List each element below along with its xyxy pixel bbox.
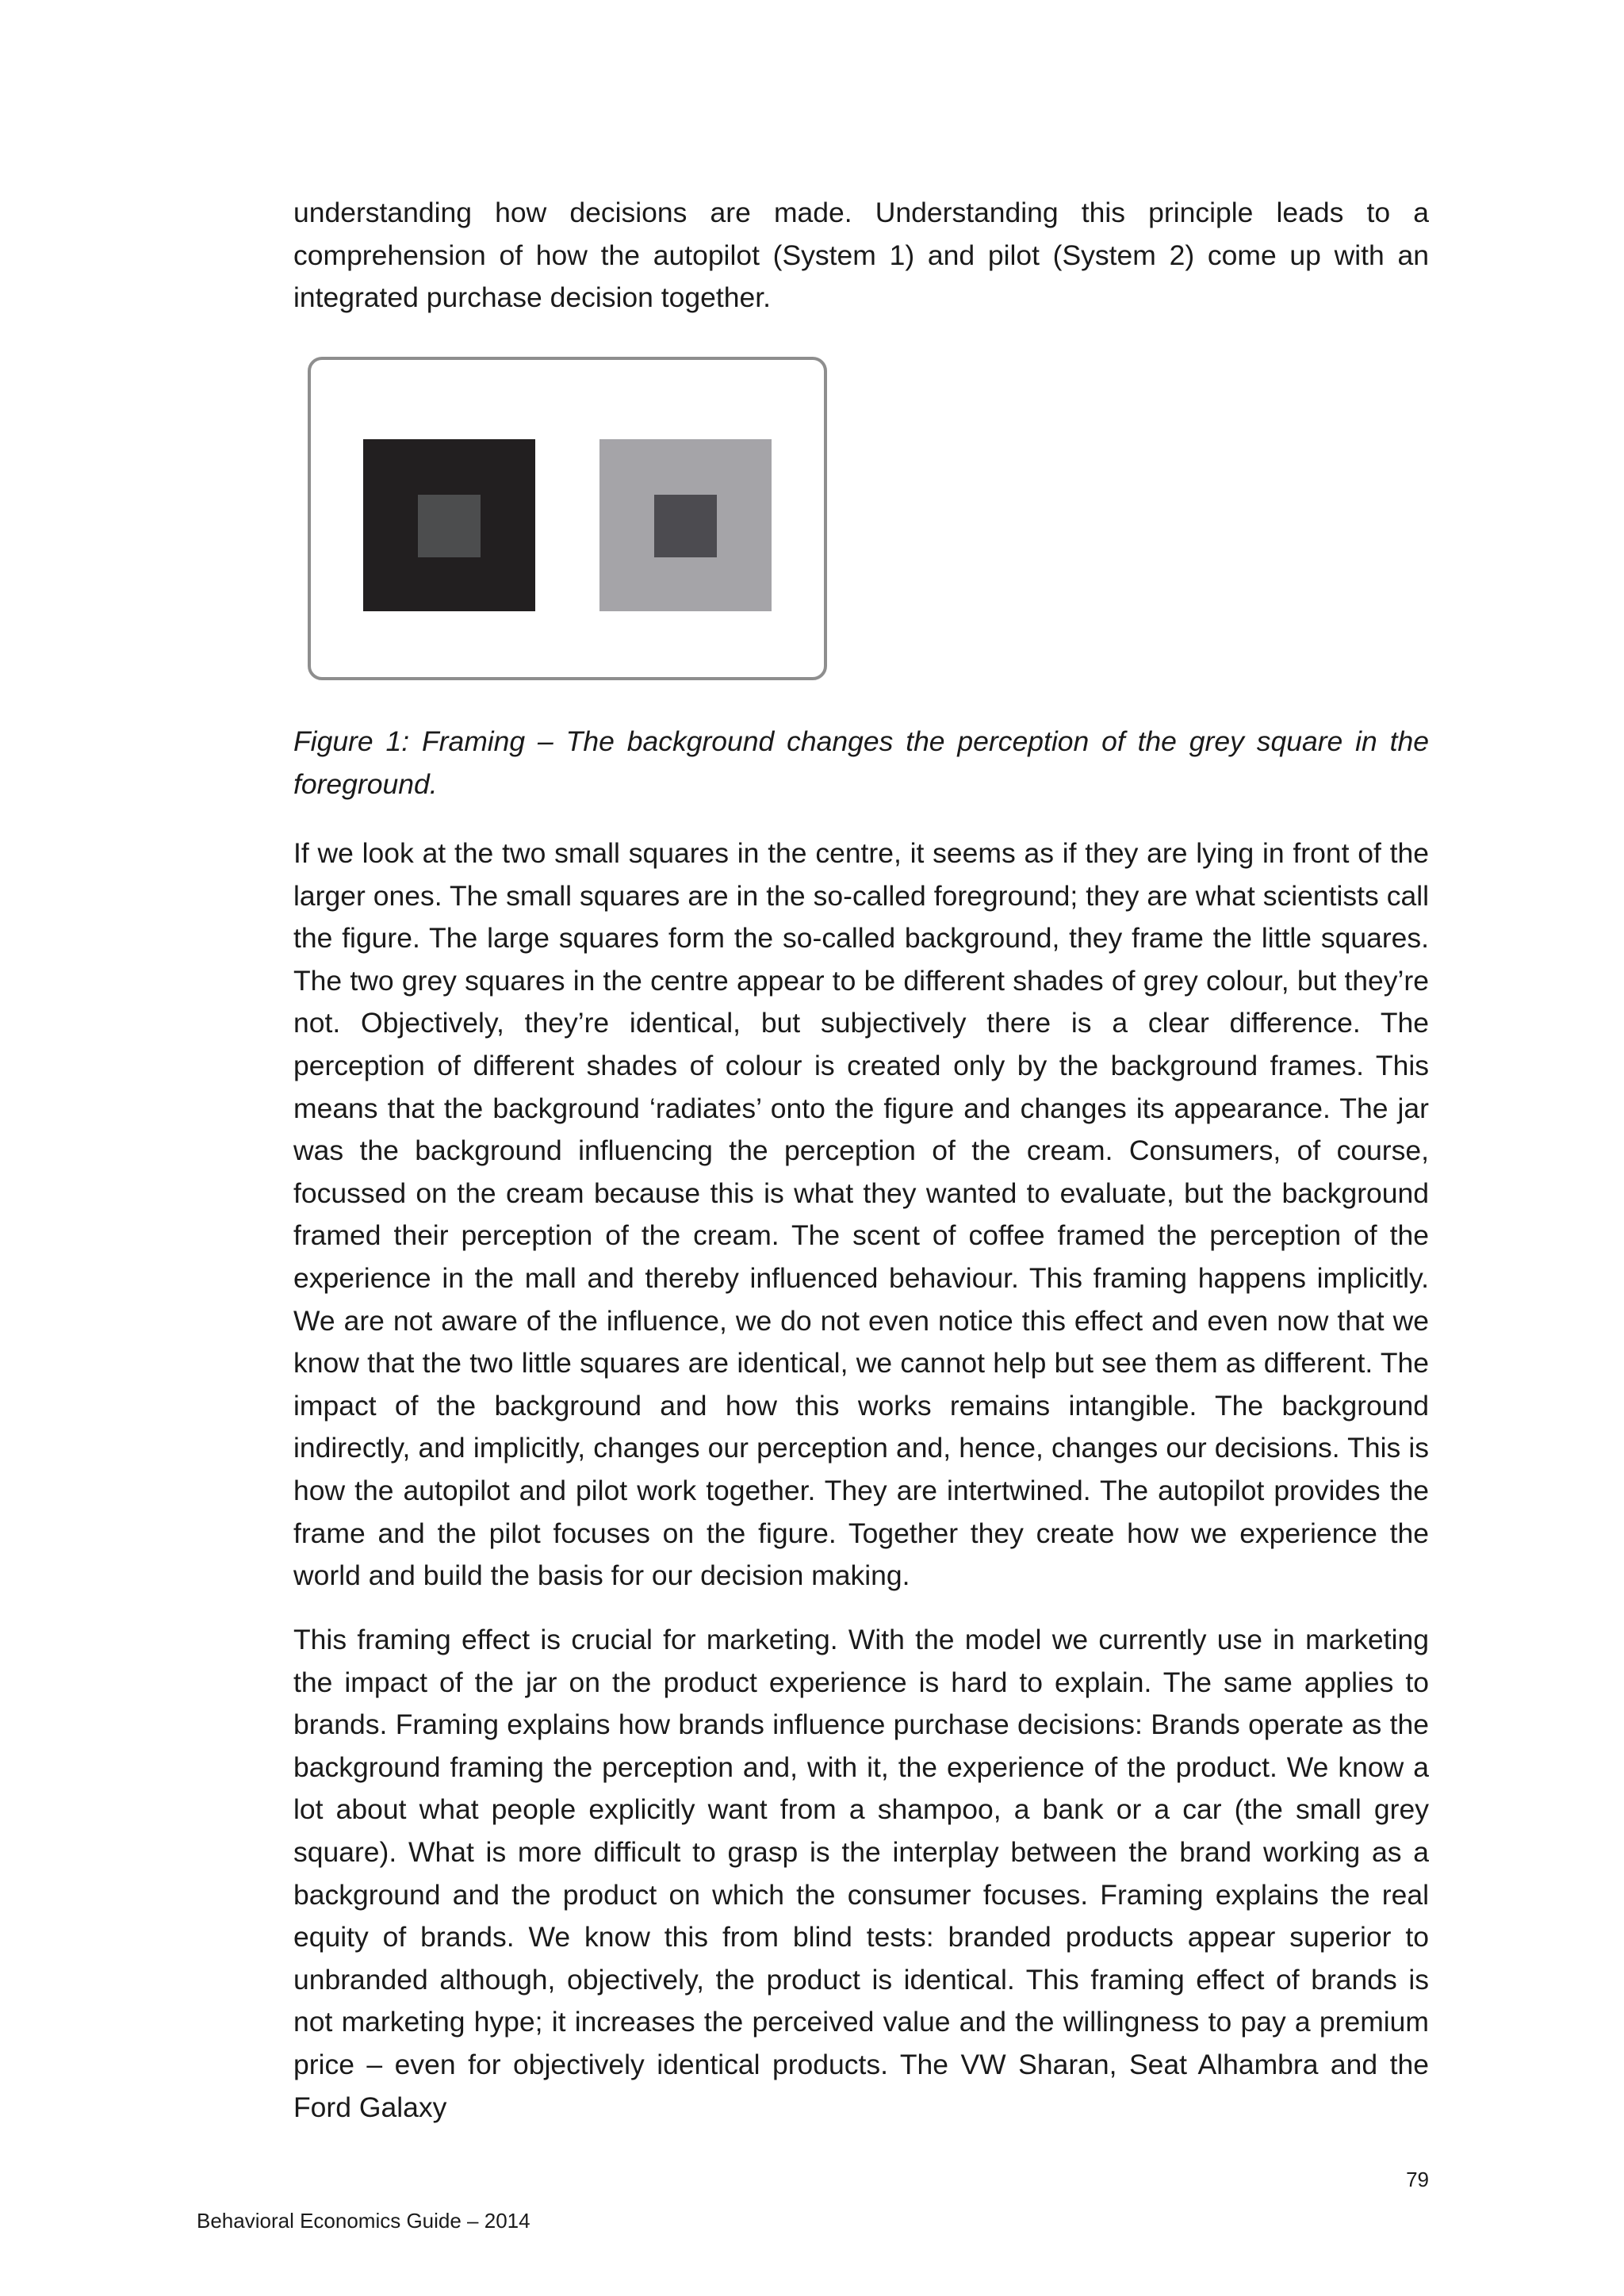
page-number: 79: [1406, 2168, 1429, 2191]
grey-square-on-dark: [418, 495, 481, 557]
dark-background-square: [363, 439, 535, 611]
figure-caption: Figure 1: Framing – The background changes the perception of the grey square in the foreground.: [293, 725, 1429, 800]
light-background-square: [599, 439, 772, 611]
framing-figure: [308, 357, 827, 680]
body-paragraph-1: If we look at the two small squares in the centre, it seems as if they are lying in front of the larger ones. The small squares are in the so-called foreground; they are what scientists call the figure. The large squares form the so-called background, they frame the little squares. The two grey squares in the centre appear to be different shades of grey colour, but they’re not. Objectively, they’re identical, but subjectively there is a clear difference. The perception of different shades of colour is created only by the background frames. This means that the background ‘radiates’ onto the figure and changes its appearance. The jar was the background influencing the perception of the cream. Consumers, of course, focussed on the cream because this is what they wanted to evaluate, but the background framed their perception of the cream. The scent of coffee framed the perception of the experience in the mall and thereby influenced behaviour. This framing happens implicitly. We are not aware of the influence, we do not even notice this effect and even now that we know that the two little squares are identical, we cannot help but see them as different. The impact of the background and how this works remains intangible. The background indirectly, and implicitly, changes our perception and, hence, changes our decisions. This is how the autopilot and pilot work together. They are intertwined. The autopilot provides the frame and the pilot focuses on the figure. Together they create how we experience the world and build the basis for our decision making.: [293, 837, 1429, 1592]
grey-square-on-light: [654, 495, 717, 557]
body-paragraph-2: This framing effect is crucial for marketing. With the model we currently use in marketing the impact of the jar on the product experience is hard to explain. The same applies to brands. Framing explains how brands influence purchase decisions: Brands operate as the background framing the perception and, with it, the experience of the product. We know a lot about what people explicitly want from a shampoo, a bank or a car (the small grey square). What is more difficult to grasp is the interplay between the brand working as a background and the product on which the consumer focuses. Framing explains the real equity of brands. We know this from blind tests: branded products appear superior to unbranded although, objectively, the product is identical. This framing effect of brands is not marketing hype; it increases the perceived value and the willingness to pay a premium price – even for objectively identical products. The VW Sharan, Seat Alhambra and the Ford Galaxy: [293, 1624, 1429, 2123]
intro-paragraph: understanding how decisions are made. Understanding this principle leads to a comprehension of how the autopilot (System 1) and pilot (System 2) come up with an integrated purchase decision together.: [293, 197, 1429, 314]
footer-title: Behavioral Economics Guide – 2014: [197, 2209, 530, 2233]
